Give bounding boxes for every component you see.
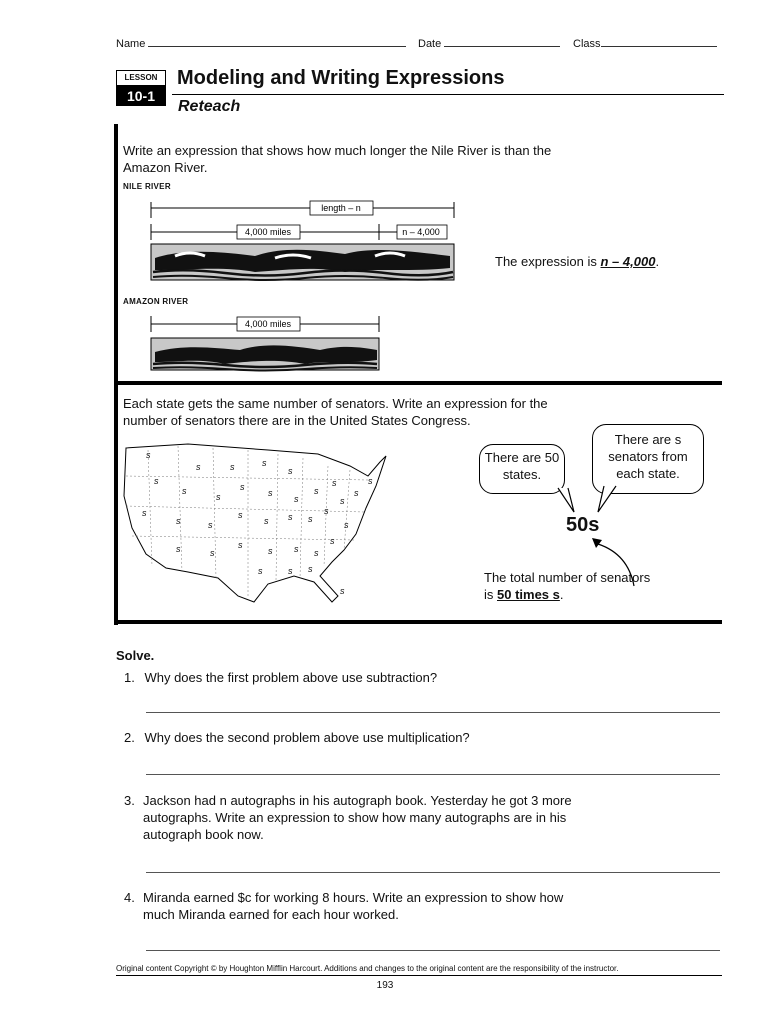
answer-line-4[interactable] [146, 950, 720, 951]
problem1-text: Write an expression that shows how much longer the Nile River is than the Amazon River. [123, 143, 552, 175]
question-3 [124, 792, 584, 843]
state-marker: s [176, 516, 181, 526]
state-marker: s [314, 548, 319, 558]
amazon-label: AMAZON RIVER [123, 297, 189, 306]
state-marker: s [258, 566, 263, 576]
state-marker: s [208, 520, 213, 530]
title-divider [172, 94, 724, 95]
class-label: Class [573, 38, 601, 50]
question-4-number: 4. [124, 890, 135, 905]
expression-answer [495, 253, 659, 270]
total-senators-text [484, 569, 654, 603]
bubble-senators-text: There are s senators from each state. [608, 432, 688, 481]
answer-line-3[interactable] [146, 872, 720, 873]
difference-label: n – 4,000 [402, 227, 440, 237]
state-marker: s [308, 564, 313, 574]
date-field[interactable] [418, 38, 560, 50]
amazon-miles-label: 4,000 miles [244, 319, 292, 329]
state-marker: s [264, 516, 269, 526]
state-marker: s [368, 476, 373, 486]
page-number: 193 [376, 980, 394, 991]
panel2-bottom-border [114, 620, 722, 624]
expression-50s-text: 50s [566, 514, 600, 536]
state-marker: s [340, 496, 345, 506]
page-title: Modeling and Writing Expressions [177, 67, 505, 89]
map-markers [118, 436, 396, 616]
total-answer: 50 times s [497, 587, 560, 602]
miles-label: 4,000 miles [244, 227, 292, 237]
state-marker: s [182, 486, 187, 496]
state-marker: s [262, 458, 267, 468]
state-marker: s [314, 486, 319, 496]
state-marker: s [330, 536, 335, 546]
question-2-text: Why does the second problem above use multiplication? [144, 730, 470, 745]
state-marker: s [196, 462, 201, 472]
state-marker: s [216, 492, 221, 502]
total-suffix: . [559, 587, 564, 602]
state-marker: s [332, 478, 337, 488]
question-3-text: Jackson had n autographs in his autograph book. Yesterday he got 3 more autographs. Write an expression to show how many autographs are in his autograph book now. [143, 793, 572, 842]
question-3-number: 3. [124, 793, 135, 808]
state-marker: s [344, 520, 349, 530]
state-marker: s [268, 488, 273, 498]
expression-50s [566, 514, 599, 537]
date-line[interactable] [444, 46, 560, 47]
copyright-text: Original content Copyright © by Houghton Mifflin Harcourt. Additions and changes to the original content are the responsibility of the instructor. [116, 964, 619, 973]
name-line[interactable] [148, 46, 406, 47]
expression-value: n – 4,000 [600, 254, 656, 269]
state-marker: s [288, 512, 293, 522]
state-marker: s [354, 488, 359, 498]
problem2-text: Each state gets the same number of senators. Write an expression for the number of senators there are in the United States Congress. [123, 396, 548, 428]
state-marker: s [142, 508, 147, 518]
amazon-river-diagram [145, 310, 385, 376]
state-marker: s [294, 544, 299, 554]
class-line[interactable] [601, 46, 717, 47]
bubble-states-text: There are 50 states. [484, 450, 560, 482]
class-field[interactable] [573, 38, 717, 50]
answer-line-2[interactable] [146, 774, 720, 775]
page-subtitle: Reteach [178, 98, 241, 115]
length-label: length – n [321, 203, 361, 213]
state-marker: s [288, 566, 293, 576]
solve-heading: Solve. [116, 648, 155, 663]
answer-line-1[interactable] [146, 712, 720, 713]
state-marker: s [240, 482, 245, 492]
lesson-number: 10-1 [117, 86, 165, 106]
total-prefix: The total number of senators is [484, 570, 651, 602]
state-marker: s [288, 466, 293, 476]
state-marker: s [146, 450, 151, 460]
question-4-text: Miranda earned $c for working 8 hours. Write an expression to show how much Miranda earned for each hour worked. [143, 890, 564, 922]
state-marker: s [230, 462, 235, 472]
question-1-text: Why does the first problem above use subtraction? [144, 670, 438, 685]
lesson-badge-label: LESSON [117, 71, 165, 86]
state-marker: s [324, 506, 329, 516]
nile-label: NILE RIVER [123, 182, 171, 191]
state-marker: s [154, 476, 159, 486]
expression-prefix: The expression is [495, 254, 601, 269]
footer-divider [116, 975, 722, 976]
state-marker: s [210, 548, 215, 558]
panel1-border [114, 124, 118, 386]
expression-suffix: . [655, 254, 660, 269]
state-marker: s [238, 510, 243, 520]
state-marker: s [294, 494, 299, 504]
question-2 [124, 729, 584, 746]
state-marker: s [340, 586, 345, 596]
state-marker: s [268, 546, 273, 556]
name-label: Name [116, 38, 146, 50]
nile-river-diagram [145, 196, 465, 286]
panel-divider [114, 381, 722, 385]
lesson-badge [116, 70, 166, 106]
name-field[interactable] [116, 38, 406, 50]
state-marker: s [238, 540, 243, 550]
state-marker: s [308, 514, 313, 524]
question-1 [124, 669, 584, 686]
question-1-number: 1. [124, 670, 135, 685]
question-4 [124, 889, 584, 923]
state-marker: s [176, 544, 181, 554]
date-label: Date [418, 38, 442, 50]
question-2-number: 2. [124, 730, 135, 745]
